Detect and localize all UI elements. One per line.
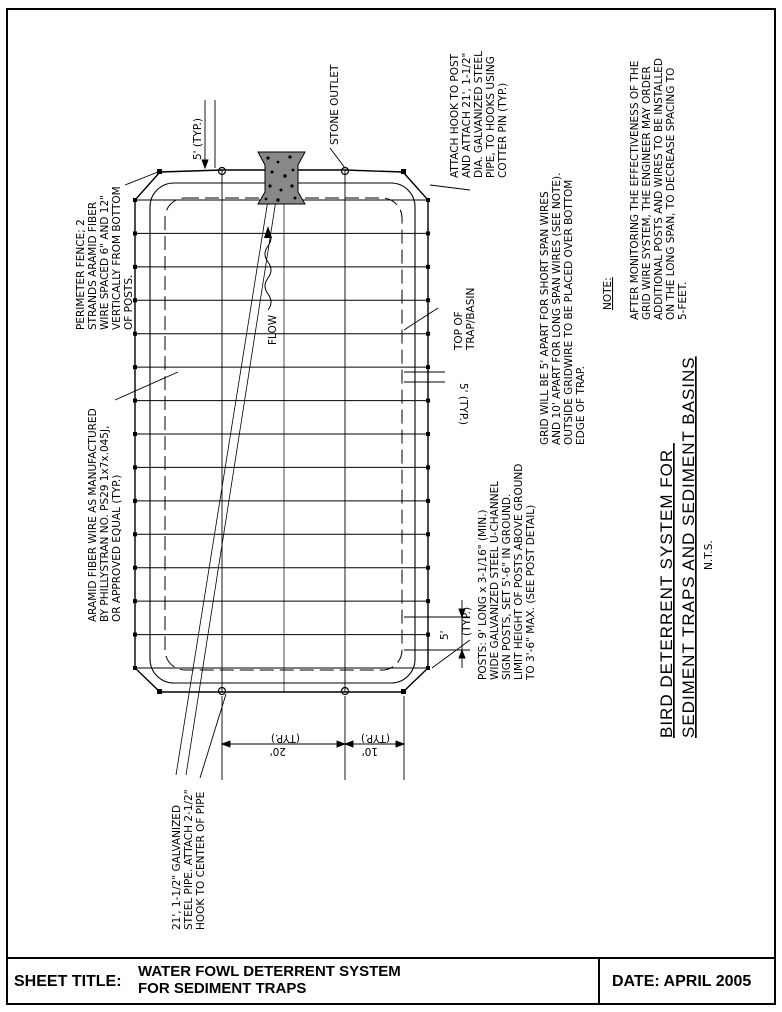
nts-label: N.T.S. [703, 540, 715, 570]
attach-hook-label: ATTACH HOOK TO POST AND ATTACH 21', 1-1/2" DIA. GALVANIZED STEEL PIPE, TO HOOKS USING COTTER PIN (TYP.) [449, 51, 509, 178]
note-body: AFTER MONITORING THE EFFECTIVENESS OF THE GRID WIRE SYSTEM, THE ENGINEER MAY ORDER ADDITIONAL POSTS AND WIRES TO BE INSTALLED ON THE LONG SPAN, TO DECREASE SPACING TO 5-FEET. [629, 57, 689, 320]
post [426, 365, 430, 369]
date-box [598, 959, 774, 1005]
grid-note: GRID WILL BE 5' APART FOR SHORT SPAN WIRES AND 10' APART FOR LONG SPAN WIRES (SEE NOTE). OUTSIDE GRIDWIRE TO BE PLACED OVER BOTTOM EDGE OF TRAP. [539, 172, 587, 445]
post [133, 666, 137, 670]
post [426, 666, 430, 670]
aramid-wire-label: ARAMID FIBER WIRE AS MANUFACTURED BY PHILLYSTRAN NO. PS29 1x7x.045J, OR APPROVED EQUAL (TYP.) [87, 408, 123, 622]
flow-label: FLOW [267, 314, 279, 345]
corner-post [157, 169, 162, 174]
post [133, 399, 137, 403]
post [133, 599, 137, 603]
post [133, 265, 137, 269]
post [133, 365, 137, 369]
flow-line [265, 230, 271, 310]
post [426, 298, 430, 302]
dim-20-label: 20' [269, 745, 286, 757]
corner-post [157, 689, 162, 694]
post [133, 566, 137, 570]
corner-post [401, 169, 406, 174]
sheet-title [138, 963, 401, 997]
drawing-title: BIRD DETERRENT SYSTEM FOR SEDIMENT TRAPS AND SEDIMENT BASINS [657, 356, 698, 738]
date-label: DATE: APRIL 2005 [612, 973, 752, 990]
post [133, 332, 137, 336]
corner-post [401, 689, 406, 694]
top-of-trap-label: TOP OF TRAP/BASIN [453, 287, 477, 350]
post [426, 465, 430, 469]
post [426, 332, 430, 336]
post [426, 532, 430, 536]
post [426, 198, 430, 202]
diagonal-pipe-line [186, 200, 276, 775]
dim-5-typ-right-label: 5' (TYP.) [457, 383, 469, 425]
sheet-title-label: SHEET TITLE: [14, 973, 122, 990]
post [426, 599, 430, 603]
perimeter-fence [135, 170, 428, 692]
post [426, 633, 430, 637]
post [133, 432, 137, 436]
sheet-title-line1: WATER FOWL DETERRENT SYSTEM [138, 963, 401, 980]
post [133, 465, 137, 469]
note-heading: NOTE: [602, 277, 614, 310]
dim-typ-label: (TYP.) [461, 606, 473, 636]
post [133, 633, 137, 637]
dim-10-label: 10' [361, 745, 378, 757]
post [426, 231, 430, 235]
post [133, 499, 137, 503]
title-block [6, 957, 776, 1005]
post [133, 532, 137, 536]
posts-label: POSTS: 9' LONG x 3-1/16" (MIN.) WIDE GALVANIZED STEEL U-CHANNEL SIGN POSTS, SET 5'-6" IN GROUND. LIMIT HEIGHT OF POSTS ABOVE GROUND TO 3'-6" MAX. (SEE POST DETAIL) [477, 463, 537, 680]
posts-left [133, 198, 137, 670]
dim-5-label: 5' [439, 630, 451, 640]
post [133, 231, 137, 235]
short-span-wires [135, 200, 428, 668]
pipe-label: 21', 1-1/2" GALVANIZED STEEL PIPE. ATTACH 2-1/2" HOOK TO CENTER OF PIPE [171, 789, 207, 930]
post [133, 198, 137, 202]
top-of-trap-outline [150, 183, 415, 683]
stone-outlet-icon [258, 152, 305, 204]
post [426, 566, 430, 570]
post [426, 499, 430, 503]
dim-typ-20-label: (TYP.) [270, 732, 300, 744]
post [426, 265, 430, 269]
trap-plan [133, 168, 430, 776]
stone-outlet-label: STONE OUTLET [329, 64, 341, 145]
posts-right [426, 198, 430, 670]
perimeter-fence-label: PERIMETER FENCE; 2 STRANDS ARAMID FIBER WIRE SPACED 6" AND 12" VERTICALLY FROM BOTTOM OF POSTS. [75, 186, 135, 330]
post [426, 432, 430, 436]
dim-5-typ-right [404, 372, 445, 382]
dim-typ-10-label: (TYP.) [360, 732, 390, 744]
sheet-title-line2: FOR SEDIMENT TRAPS [138, 980, 307, 997]
dim-5-typ-top-label: 5' (TYP.) [192, 118, 204, 160]
post [426, 399, 430, 403]
